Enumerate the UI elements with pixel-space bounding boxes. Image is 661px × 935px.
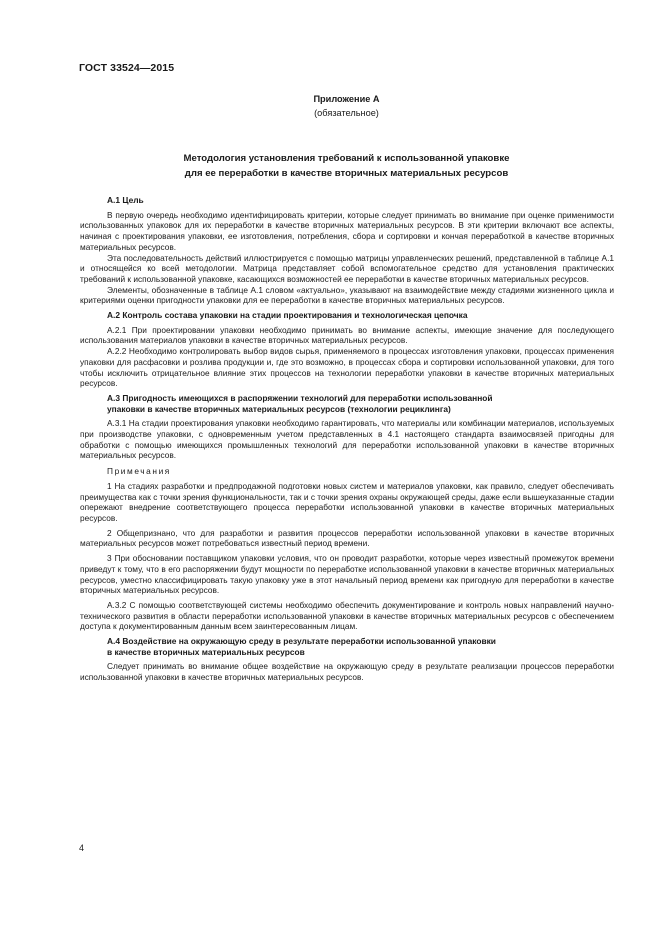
section-a3-heading <box>80 393 614 414</box>
section-a4-heading-line-1: А.4 Воздействие на окружающую среду в результате переработки использованной упаковки <box>107 636 496 647</box>
title-line-2: для ее переработки в качестве вторичных материальных ресурсов <box>184 168 509 179</box>
section-a3-heading-line-1: А.3 Пригодность имеющихся в распоряжении технологий для переработки использованной <box>107 392 493 403</box>
section-a3-paragraph-2: А.3.2 С помощью соответствующей системы необходимо обеспечить документирование и контроль новых направлений научно-технического развития в области переработки использованной упаковки в качестве вторичных материальных ресурсов с обеспечением доступа к документированным данным всем заинтересованным лицам. <box>80 599 614 632</box>
section-a1-paragraph-3: Элементы, обозначенные в таблице А.1 словом «актуально», указывают на взаимодействие между стадиями жизненного цикла и критериями оценки пригодности упаковки для ее переработки в качестве вторичных материальных ресурсов. <box>80 284 614 306</box>
document-title <box>80 151 613 181</box>
section-a4-heading <box>80 636 614 657</box>
notes-heading: Примечания <box>107 466 171 477</box>
section-a2-paragraph-2: А.2.2 Необходимо контролировать выбор видов сырья, применяемого в процессах изготовления упаковки, процессах применения упаковки для расфасовки и розлива продукции и, где это возможно, в процессах сбора и сортировки использованной упаковки, для того чтобы исключить отрицательное влияние этих процессов на технологии переработки упаковки в качестве вторичных материальных ресурсов. <box>80 346 614 389</box>
section-a3-heading-line-2: упаковки в качестве вторичных материальных ресурсов (технологии рециклинга) <box>107 403 451 414</box>
section-a1-paragraph-2: Эта последовательность действий иллюстрируется с помощью матрицы управленческих решений, представленной в таблице А.1 и относящейся ко всей методологии. Матрица представляет собой вспомогательное средство для установления практических требований к использованной упаковке, касающихся возможностей ее переработки в качестве вторичных материальных ресурсов. <box>80 252 614 284</box>
page-number: 4 <box>79 843 85 853</box>
appendix-status: (обязательное) <box>314 108 379 118</box>
section-a1-paragraph-1: В первую очередь необходимо идентифицировать критерии, которые следует принимать во внимание при оценке применимости использованных упаковок для их переработки в качестве вторичных материальных ресурсов. В эти критерии включают все аспекты, начиная с проектирования упаковки, ее изготовления, потребления, сбора и сортировки и кончая переработкой в качестве вторичных материальных ресурсов. <box>80 209 614 252</box>
note-1: 1 На стадиях разработки и предпродажной подготовки новых систем и материалов упаковки, как правило, следует обеспечивать преимущества как с точки зрения функциональности, так и с точки зрения охраны окружающей среды, даже если вышеуказанные стадии опережают внедрение соответствующего процесса переработки использованной упаковки в качестве вторичных материальных ресурсов. <box>80 480 614 523</box>
section-a4-heading-line-2: в качестве вторичных материальных ресурсов <box>107 646 305 657</box>
section-a1-heading: А.1 Цель <box>107 195 144 205</box>
document-body <box>80 195 614 683</box>
title-line-1: Методология установления требований к использованной упаковке <box>183 153 510 164</box>
section-a2-heading: А.2 Контроль состава упаковки на стадии проектирования и технологическая цепочка <box>107 310 468 321</box>
note-2: 2 Общепризнано, что для разработки и развития процессов переработки использованной упаковки в качестве вторичных материальных ресурсов может потребоваться известный период времени. <box>80 527 614 549</box>
section-a2-paragraph-1: А.2.1 При проектировании упаковки необходимо принимать во внимание аспекты, имеющие значение для последующего использования материалов упаковки в качестве вторичных материальных ресурсов. <box>80 324 614 346</box>
appendix-title: Приложение А <box>313 94 380 104</box>
standard-number: ГОСТ 33524—2015 <box>79 62 175 74</box>
section-a3-paragraph-1: А.3.1 На стадии проектирования упаковки необходимо гарантировать, что материалы или комбинации материалов, используемых при производстве упаковки, с одновременным учетом представленных в 4.1 настоящего стандарта взаимосвязей пригодны для обработки с помощью имеющихся промышленных технологий для переработки использованной упаковки в качестве вторичных материальных ресурсов. <box>80 418 614 461</box>
note-3: 3 При обосновании поставщиком упаковки условия, что он проводит разработки, которые через известный промежуток времени приведут к тому, что в его распоряжении будут мощности по переработке использованной упаковки в качестве вторичных материальных ресурсов, уместно классифицировать такую упаковку уже в этот начальный период времени как пригодную для переработки в качестве вторичных материальных ресурсов. <box>80 553 614 596</box>
section-a4-paragraph-1: Следует принимать во внимание общее воздействие на окружающую среду в результате реализации процессов переработки использованной упаковки в качестве вторичных материальных ресурсов. <box>80 661 614 683</box>
appendix-heading <box>80 92 613 120</box>
